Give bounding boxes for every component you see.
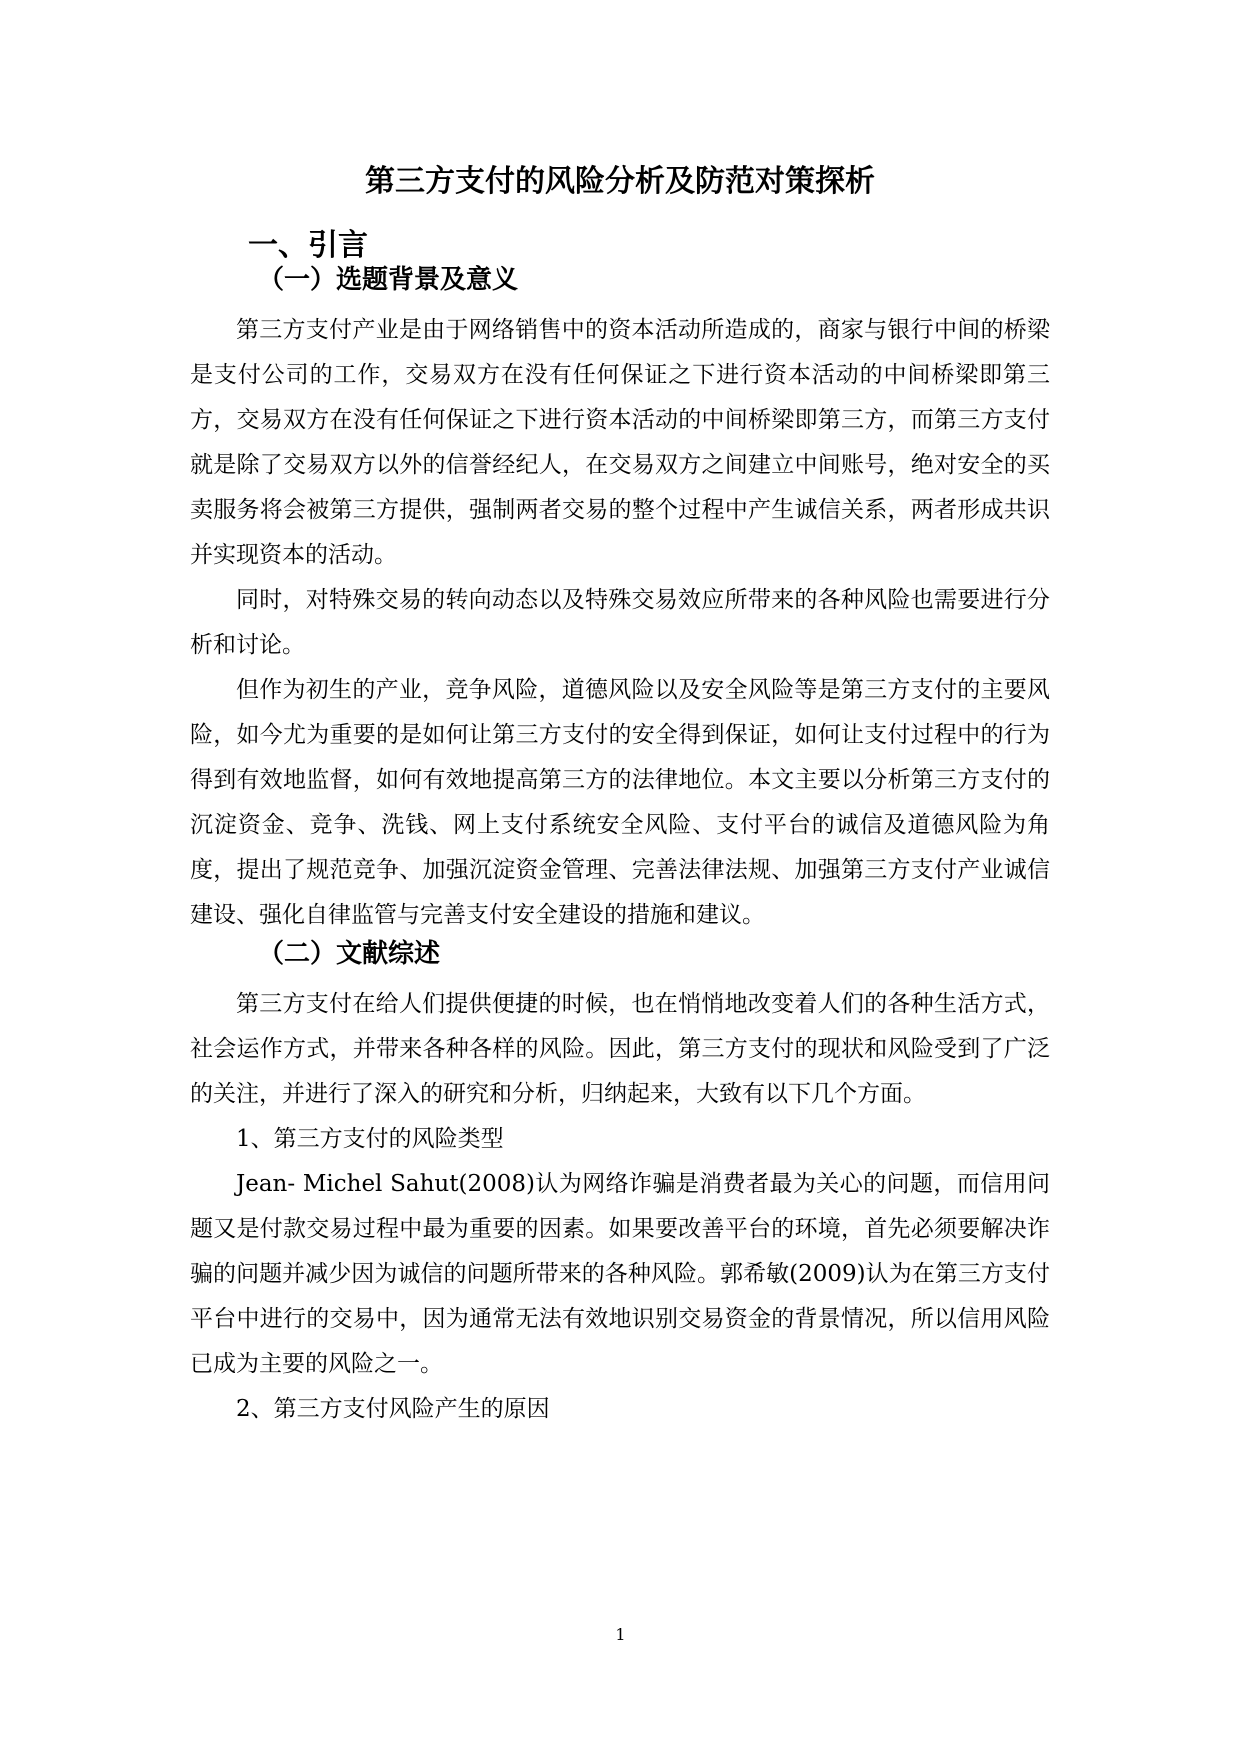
paragraph-background-3: 但作为初生的产业，竞争风险，道德风险以及安全风险等是第三方支付的主要风险，如今尤为重要的是如何让第三方支付的安全得到保证，如何让支付过程中的行为得到有效地监督，如何有效地提高第三方的法律地位。本文主要以分析第三方支付的沉淀资金、竞争、洗钱、网上支付系统安全风险、支付平台的诚信及道德风险为角度，提出了规范竞争、加强沉淀资金管理、完善法律法规、加强第三方支付产业诚信建设、强化自律监管与完善支付安全建设的措施和建议。 (190, 677, 1050, 928)
document-title: 第三方支付的风险分析及防范对策探析 (365, 164, 875, 199)
paragraph-background-1: 第三方支付产业是由于网络销售中的资本活动所造成的，商家与银行中间的桥梁是支付公司的工作，交易双方在没有任何保证之下进行资本活动的中间桥梁即第三方，交易双方在没有任何保证之下进行资本活动的中间桥梁即第三方，而第三方支付就是除了交易双方以外的信誉经纪人，在交易双方之间建立中间账号，绝对安全的买卖服务将会被第三方提供，强制两者交易的整个过程中产生诚信关系，两者形成共识并实现资本的活动。 (190, 317, 1050, 568)
page-number: 1 (615, 1625, 626, 1644)
paragraph-background-2: 同时，对特殊交易的转向动态以及特殊交易效应所带来的各种风险也需要进行分析和讨论。 (190, 587, 1050, 658)
subsection-heading-literature-review: （二）文献综述 (258, 939, 441, 969)
list-item-risk-types: 1、第三方支付的风险类型 (236, 1126, 504, 1152)
subsection-heading-background: （一）选题背景及意义 (258, 265, 519, 295)
paragraph-literature-1: 第三方支付在给人们提供便捷的时候，也在悄悄地改变着人们的各种生活方式，社会运作方式，并带来各种各样的风险。因此，第三方支付的现状和风险受到了广泛的关注，并进行了深入的研究和分析，归纳起来，大致有以下几个方面。 (190, 991, 1050, 1107)
list-item-risk-causes: 2、第三方支付风险产生的原因 (236, 1396, 550, 1422)
section-heading-introduction: 一、引言 (248, 228, 368, 263)
paragraph-literature-2: Jean- Michel Sahut(2008)认为网络诈骗是消费者最为关心的问题，而信用问题又是付款交易过程中最为重要的因素。如果要改善平台的环境，首先必须要解决诈骗的问题并减少因为诚信的问题所带来的各种风险。郭希敏(2009)认为在第三方支付平台中进行的交易中，因为通常无法有效地识别交易资金的背景情况，所以信用风险已成为主要的风险之一。 (190, 1171, 1050, 1377)
